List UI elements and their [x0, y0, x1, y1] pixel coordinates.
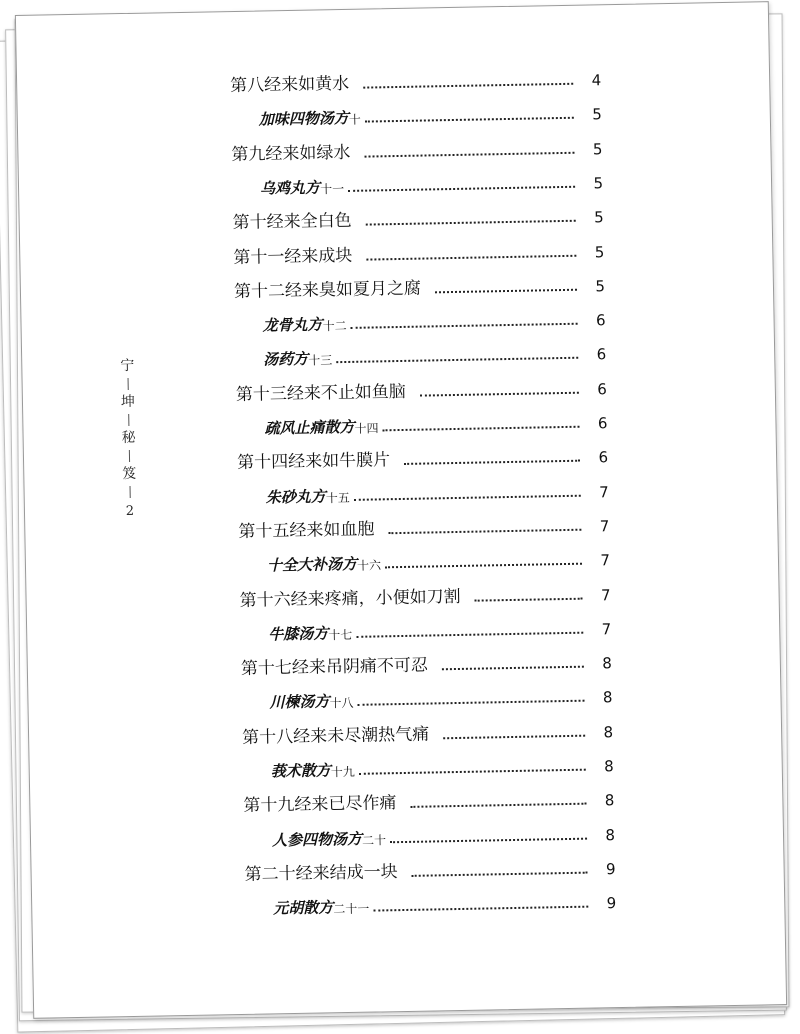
dot-leader — [385, 563, 582, 569]
toc-entry-title: 第十九经来已尽作痛 — [243, 793, 397, 817]
toc-entry-title: 第十七经来吊阴痛不可忍 — [240, 655, 429, 680]
toc-entry-title: 莪术散方 — [270, 761, 331, 781]
dot-leader — [373, 906, 588, 912]
table-of-contents — [16, 2, 768, 918]
toc-entry-title: 加味四物汤方 — [258, 109, 349, 129]
dot-leader — [354, 494, 581, 500]
toc-entry-title: 第八经来如黄水 — [230, 73, 350, 97]
toc-entry — [267, 535, 611, 575]
side-divider — [128, 414, 129, 426]
toc-entry-title: 第十五经来如血胞 — [238, 519, 375, 542]
dot-leader — [363, 83, 573, 89]
toc-entry-page: 6 — [596, 345, 607, 364]
dot-leader — [442, 666, 584, 671]
toc-entry-page: 8 — [602, 688, 613, 707]
dot-leader — [388, 529, 581, 535]
toc-entry-formula-number: 十二 — [322, 319, 347, 334]
toc-entry-page: 8 — [604, 791, 615, 810]
toc-entry-title: 牛膝汤方 — [268, 624, 329, 644]
toc-entry-title: 第十八经来未尽潮热气痛 — [241, 724, 430, 748]
dot-leader — [359, 769, 586, 775]
dot-leader — [356, 631, 583, 637]
dot-leader — [410, 803, 586, 808]
side-divider — [128, 450, 129, 462]
toc-entry-page: 7 — [600, 585, 611, 604]
toc-entry-page: 8 — [605, 825, 616, 844]
toc-entry-title: 龙骨丸方 — [262, 315, 323, 335]
toc-entry-formula-number: 十四 — [354, 421, 379, 436]
toc-entry-page: 9 — [606, 894, 617, 913]
side-title-char: 宁 — [120, 357, 135, 375]
toc-entry-page: 5 — [593, 208, 604, 227]
toc-entry-page: 6 — [598, 448, 609, 467]
toc-entry-page: 6 — [597, 379, 607, 399]
toc-entry-page: 5 — [593, 174, 604, 193]
book-page — [15, 1, 787, 1019]
toc-entry-formula-number: 二十一 — [333, 901, 370, 917]
dot-leader — [390, 837, 587, 843]
toc-entry-formula-number: 十 — [348, 112, 362, 128]
dot-leader — [475, 597, 583, 601]
toc-entry-page: 9 — [605, 860, 616, 879]
dot-leader — [443, 734, 585, 739]
toc-entry-page: 8 — [604, 757, 614, 776]
dot-leader — [364, 151, 574, 157]
toc-entry-page: 7 — [600, 551, 611, 570]
toc-entry-formula-number: 十六 — [356, 558, 382, 574]
toc-entry-title: 第十三经来不止如鱼脑 — [235, 381, 407, 405]
toc-entry-page: 6 — [597, 414, 608, 433]
side-title-char: 秘 — [121, 429, 136, 447]
toc-entry-page: 8 — [602, 654, 613, 673]
toc-entry-page: 7 — [599, 517, 610, 536]
toc-entry-title: 第九经来如绿水 — [231, 142, 351, 165]
toc-entry-page: 5 — [592, 139, 603, 159]
toc-entry-title: 朱砂丸方 — [265, 486, 326, 507]
dot-leader — [366, 254, 576, 260]
side-divider — [129, 486, 130, 498]
toc-entry-formula-number: 二十 — [361, 832, 387, 848]
toc-entry-formula-number: 十五 — [325, 490, 350, 505]
toc-entry-formula-number: 十八 — [329, 696, 354, 711]
toc-entry-title: 川楝汤方 — [269, 692, 330, 712]
toc-entry-formula-number: 十三 — [308, 353, 333, 369]
page-number: 2 — [125, 503, 135, 520]
dot-leader — [420, 391, 579, 396]
dot-leader — [358, 700, 585, 706]
dot-leader — [336, 357, 578, 363]
toc-entry-title: 乌鸡丸方 — [259, 178, 321, 198]
toc-entry-page: 8 — [603, 722, 614, 742]
toc-entry — [273, 878, 617, 918]
toc-entry-title: 十全大补汤方 — [266, 555, 358, 575]
toc-entry-title: 汤药方 — [263, 350, 309, 369]
toc-entry-formula-number: 十七 — [328, 627, 353, 643]
side-title-char: 坤 — [120, 393, 136, 411]
dot-leader — [383, 426, 580, 432]
toc-entry-title: 元胡散方 — [273, 898, 334, 918]
toc-entry-page: 5 — [595, 277, 606, 296]
toc-entry-title: 第十四经来如牛膜片 — [236, 450, 391, 474]
toc-entry-page: 5 — [594, 242, 605, 261]
side-divider — [127, 378, 128, 390]
side-running-header — [115, 357, 142, 519]
toc-entry-page: 4 — [591, 71, 602, 90]
dot-leader — [351, 323, 578, 329]
toc-entry-page: 6 — [595, 311, 606, 330]
toc-entry-title: 第二十经来结成一块 — [244, 862, 398, 885]
toc-entry-page: 5 — [592, 105, 602, 124]
dot-leader — [435, 289, 577, 294]
dot-leader — [366, 220, 576, 226]
dot-leader — [412, 872, 588, 877]
side-title-char: 笈 — [122, 465, 137, 483]
toc-entry-title: 疏风止痛散方 — [264, 417, 355, 438]
dot-leader — [404, 460, 580, 465]
toc-entry-title: 人参四物汤方 — [271, 829, 363, 850]
toc-entry-page: 7 — [601, 619, 612, 639]
toc-entry-formula-number: 十九 — [330, 764, 355, 780]
toc-entry-title: 第十二经来臭如夏月之腐 — [233, 278, 422, 302]
toc-entry-title: 第十六经来疼痛，小便如刀割 — [239, 586, 461, 611]
toc-entry-title: 第十一经来成块 — [233, 245, 353, 268]
dot-leader — [348, 186, 575, 192]
dot-leader — [365, 117, 574, 123]
toc-entry-formula-number: 十一 — [319, 181, 345, 197]
toc-entry-page: 7 — [598, 482, 609, 501]
toc-entry-title: 第十经来全白色 — [232, 211, 352, 234]
